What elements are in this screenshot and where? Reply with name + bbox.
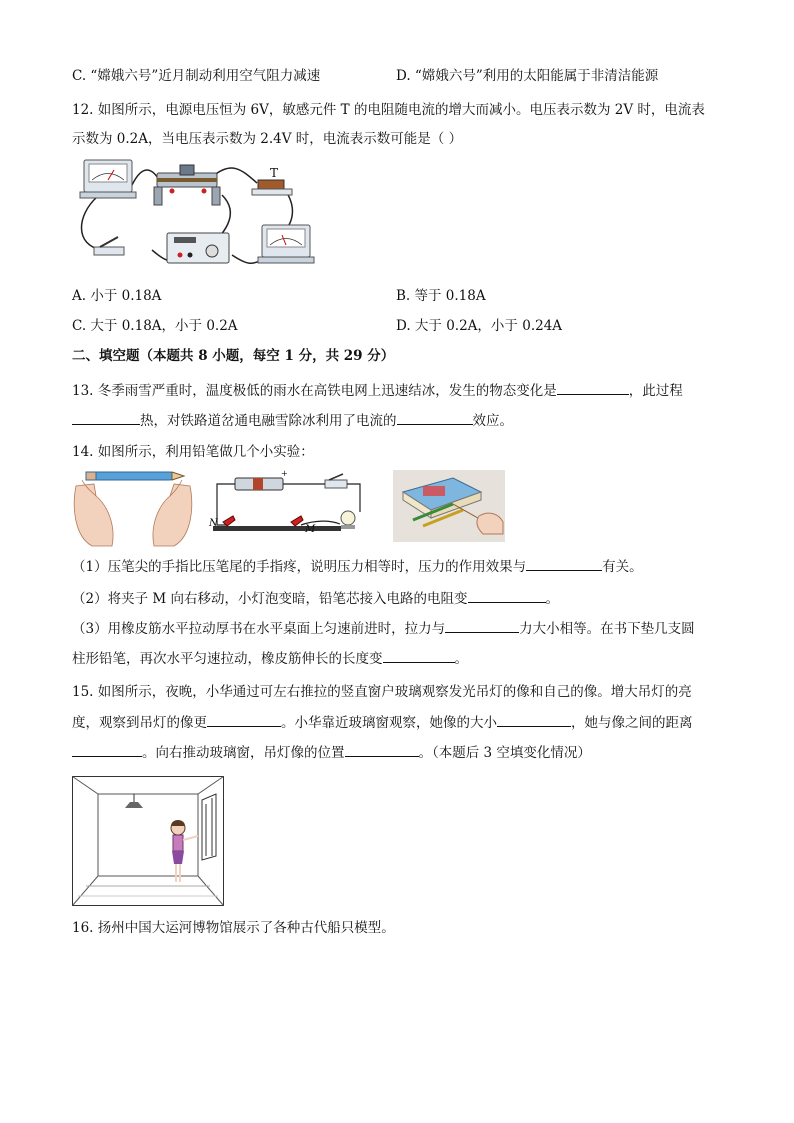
q14-text-3b: 力大小相等。在书下垫几支圆 [519, 621, 695, 637]
q13-blank-3[interactable] [397, 410, 473, 425]
q14-part2 [72, 588, 559, 609]
q12-stem-line2: 示数为 0.2A，当电压表示数为 2.4V 时，电流表示数可能是（ ） [72, 131, 463, 147]
q14-intro: 14. 如图所示，利用铅笔做几个小实验： [72, 444, 314, 460]
q14-text-3c: 柱形铅笔，再次水平匀速拉动，橡皮筋伸长的长度变 [72, 651, 383, 667]
q13-text-1b: ，此过程 [628, 383, 683, 399]
q14-text-2b: 。 [545, 591, 559, 607]
q14-figure-pencil-circuit [205, 470, 370, 540]
q12-option-d: D. 大于 0.2A，小于 0.24A [396, 318, 563, 334]
q12-option-b: B. 等于 0.18A [396, 288, 486, 304]
q15-line3 [72, 742, 591, 763]
q13-text-2a: 热，对铁路道岔通电融雪除冰利用了电流的 [140, 413, 397, 429]
q15-blank-4[interactable] [345, 742, 419, 757]
q13-blank-2[interactable] [72, 410, 140, 425]
q14-text-1a: （1）压笔尖的手指比压笔尾的手指疼，说明压力相等时，压力的作用效果与 [72, 559, 527, 575]
q14-text-3a: （3）用橡皮筋水平拉动厚书在水平桌面上匀速前进时，拉力与 [72, 621, 446, 637]
q11-option-c: C. “嫦娥六号”近月制动利用空气阻力减速 [72, 68, 321, 84]
clip-m-label: M [305, 524, 316, 535]
q15-blank-2[interactable] [497, 712, 571, 727]
q13-text-1a: 13. 冬季雨雪严重时，温度极低的雨水在高铁电网上迅速结冰，发生的物态变化是 [72, 383, 557, 399]
q14-blank-3[interactable] [445, 618, 519, 633]
q15-text-2b: 。小华靠近玻璃窗观察，她像的大小 [281, 715, 497, 731]
q15-text-3a: 。向右推动玻璃窗，吊灯像的位置 [142, 745, 345, 761]
q15-text-3b: 。（本题后 3 空填变化情况） [418, 745, 591, 761]
section-heading: 二、填空题（本题共 8 小题，每空 1 分，共 29 分） [72, 348, 395, 364]
q14-part1 [72, 556, 643, 577]
q14-figure-book-photo [393, 470, 505, 542]
q12-option-c: C. 大于 0.18A，小于 0.2A [72, 318, 238, 334]
q13-line1 [72, 380, 683, 401]
clip-n-label: N [209, 518, 218, 529]
q15-line2 [72, 712, 693, 733]
q14-part3-line1 [72, 618, 695, 639]
q11-option-d: D. “嫦娥六号”利用的太阳能属于非清洁能源 [396, 68, 659, 84]
q14-part3-line2 [72, 648, 468, 669]
q14-text-3d: 。 [454, 651, 468, 667]
q12-stem-line1: 12. 如图所示，电源电压恒为 6V，敏感元件 T 的电阻随电流的增大而减小。电压表示数为 2V 时，电流表 [72, 102, 705, 118]
q15-blank-1[interactable] [207, 712, 281, 727]
q14-blank-1[interactable] [526, 556, 602, 571]
q15-room-figure [72, 776, 224, 906]
q14-text-1b: 有关。 [602, 559, 643, 575]
q14-figure-hands-pencil [72, 466, 194, 548]
q13-blank-1[interactable] [557, 380, 629, 395]
element-t-label: T [270, 166, 279, 180]
q14-text-2a: （2）将夹子 M 向右移动，小灯泡变暗，铅笔芯接入电路的电阻变 [72, 591, 468, 607]
svg-text:+: + [281, 470, 288, 478]
q12-circuit-figure [72, 155, 322, 270]
q13-line2 [72, 410, 513, 431]
q15-line1: 15. 如图所示，夜晚，小华通过可左右推拉的竖直窗户玻璃观察发光吊灯的像和自己的像。增大吊灯的亮 [72, 684, 692, 700]
q15-text-2c: ，她与像之间的距离 [571, 715, 693, 731]
q14-blank-2[interactable] [468, 588, 546, 603]
q16-line1: 16. 扬州中国大运河博物馆展示了各种古代船只模型。 [72, 920, 395, 936]
q15-text-2a: 度，观察到吊灯的像更 [72, 715, 207, 731]
q12-option-a: A. 小于 0.18A [72, 288, 162, 304]
q14-blank-4[interactable] [383, 648, 455, 663]
q15-blank-3[interactable] [72, 742, 142, 757]
q13-text-2b: 效应。 [472, 413, 513, 429]
